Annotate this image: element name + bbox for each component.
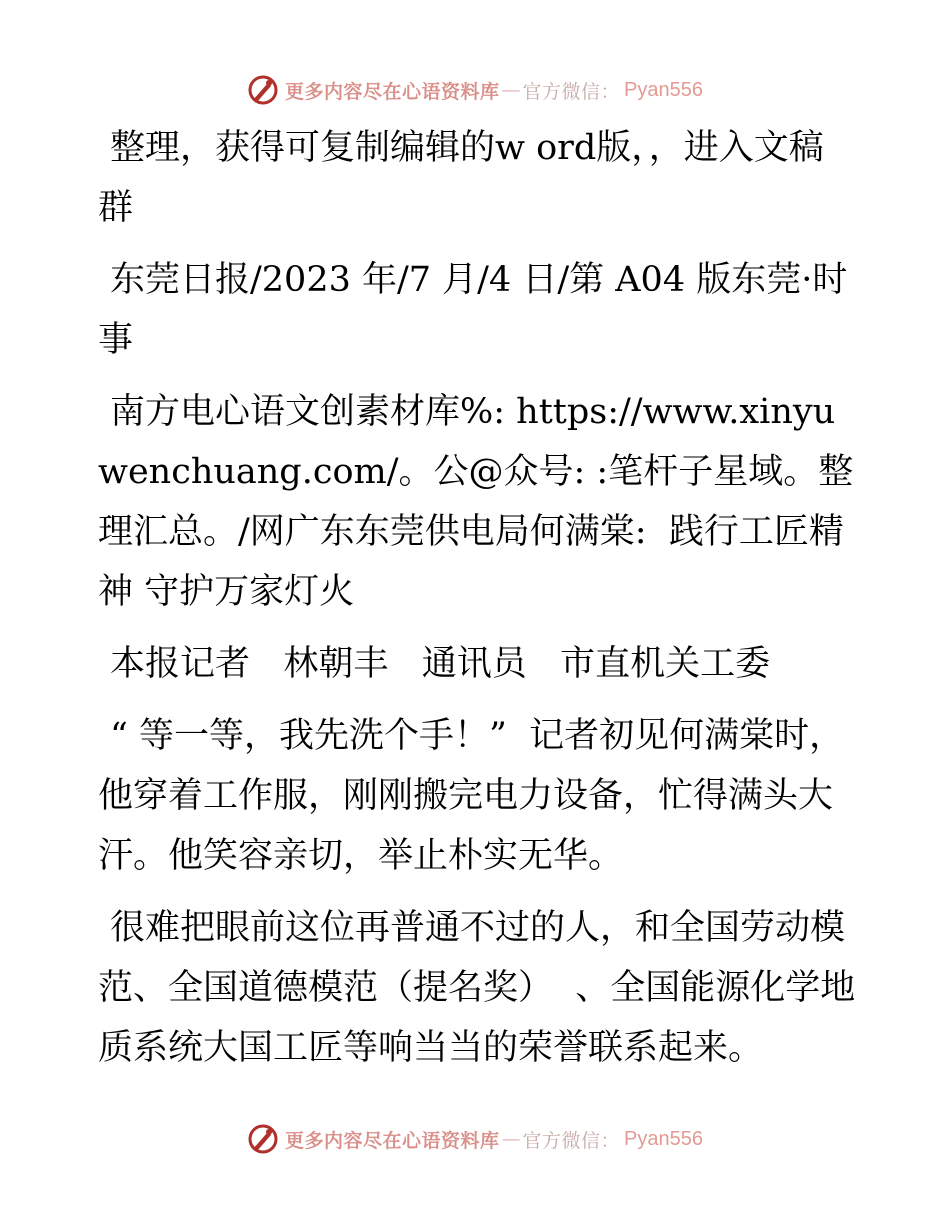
banner-wechat-id: Pyan556 bbox=[624, 1127, 703, 1150]
banner-dash: — bbox=[501, 1128, 521, 1150]
pen-logo-icon bbox=[247, 1123, 279, 1155]
banner-promo-text: 更多内容尽在心语资料库 bbox=[285, 80, 500, 103]
paragraph: 很难把眼前这位再普通不过的人，和全国劳动模范、全国道德模范（提名奖） 、全国能源化学地质系统大国工匠等响当当的荣誉联系起来。 bbox=[98, 908, 856, 1068]
paragraph: 南方电心语文创素材库%: https://www.xinyuwenchuang.com/。公@众号: :笔杆子星域。整理汇总。/网广东东莞供电局何满棠: 践行工匠精神 守护万家灯火 bbox=[98, 392, 854, 612]
header-watermark-banner bbox=[0, 72, 950, 108]
banner-dash: — bbox=[501, 79, 521, 101]
byline-paragraph: 本报记者 林朝丰 通讯员 市直机关工委 bbox=[110, 644, 771, 684]
document-body bbox=[98, 118, 858, 1090]
banner-wechat-id: Pyan556 bbox=[624, 78, 703, 101]
banner-official-label: 官方微信： bbox=[522, 80, 621, 103]
paragraph: “ 等一等，我先洗个手！” 记者初见何满棠时，他穿着工作服，刚刚搬完电力设备，忙得满头大汗。他笑容亲切，举止朴实无华。 bbox=[98, 716, 845, 876]
paragraph: 东莞日报/2023 年/7 月/4 日/第 A04 版东莞·时事 bbox=[98, 260, 848, 360]
footer-watermark-banner bbox=[0, 1121, 950, 1157]
banner-promo-text: 更多内容尽在心语资料库 bbox=[285, 1129, 500, 1152]
pen-logo-icon bbox=[247, 74, 279, 106]
paragraph: 整理，获得可复制编辑的w ord版，，进入文稿群 bbox=[98, 128, 824, 228]
banner-official-label: 官方微信： bbox=[522, 1129, 621, 1152]
